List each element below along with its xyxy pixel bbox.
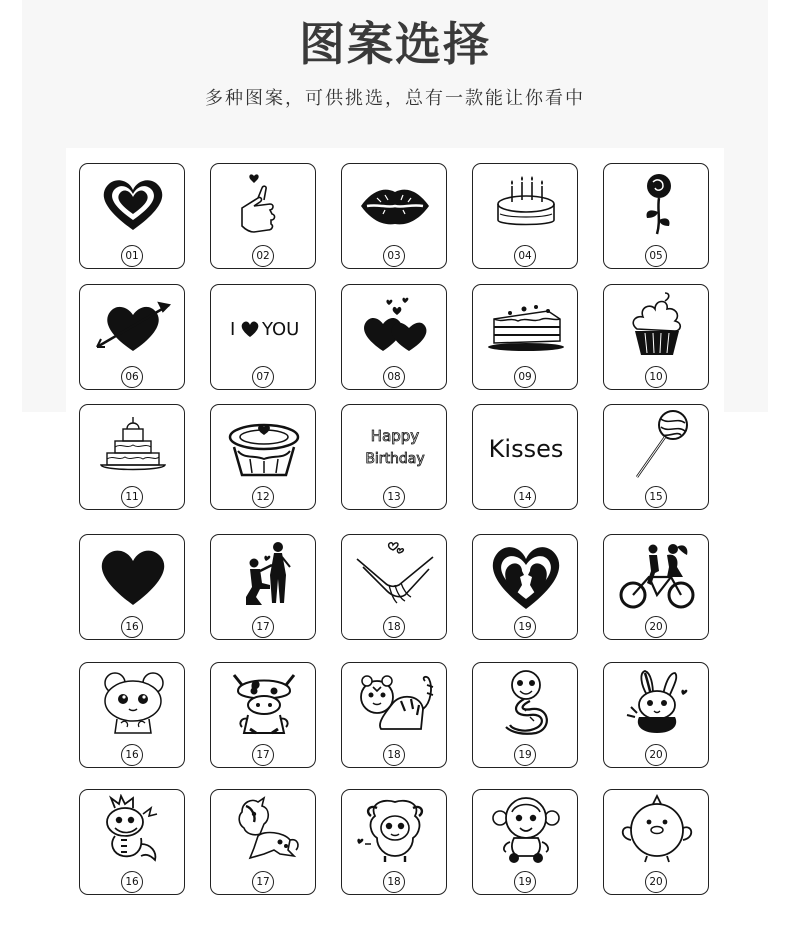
pattern-number: 13 (383, 486, 405, 508)
pattern-tile[interactable] (603, 163, 709, 269)
pattern-tile[interactable] (210, 789, 316, 895)
pattern-number: 03 (383, 245, 405, 267)
page-subtitle: 多种图案，可供挑选，总有一款能让你看中 (205, 88, 585, 109)
dragon-icon (93, 794, 173, 866)
happy-birthday-text-icon (355, 409, 435, 481)
rabbit-icon (617, 667, 697, 739)
kisses-text-icon (486, 409, 566, 481)
heart-arrow-icon (93, 289, 173, 361)
birthday-cake-candles-icon (486, 168, 566, 240)
couple-bicycle-icon (617, 539, 697, 611)
pattern-text: Kisses (488, 435, 564, 463)
pattern-number: 06 (121, 366, 143, 388)
svg-text:I: I (230, 319, 236, 340)
pattern-number: 04 (514, 245, 536, 267)
pattern-number: 19 (514, 744, 536, 766)
horse-icon (224, 794, 304, 866)
pattern-tile[interactable] (472, 404, 578, 510)
pattern-number: 15 (645, 486, 667, 508)
pattern-number: 01 (121, 245, 143, 267)
pattern-number: 18 (383, 744, 405, 766)
pattern-tile[interactable] (79, 284, 185, 390)
pattern-number: 05 (645, 245, 667, 267)
pattern-tile[interactable] (341, 404, 447, 510)
pattern-text: Happy (370, 427, 420, 445)
pattern-tile[interactable] (603, 789, 709, 895)
pattern-number: 16 (121, 744, 143, 766)
pattern-number: 17 (252, 871, 274, 893)
layer-cake-icon (486, 289, 566, 361)
solid-heart-icon (93, 539, 173, 611)
monkey-icon (486, 794, 566, 866)
pattern-number: 17 (252, 616, 274, 638)
pattern-number: 07 (252, 366, 274, 388)
pattern-tile[interactable] (79, 163, 185, 269)
pattern-number: 20 (645, 616, 667, 638)
pattern-tile[interactable] (603, 284, 709, 390)
pattern-tile[interactable] (603, 534, 709, 640)
pattern-tile[interactable] (341, 284, 447, 390)
pattern-text: YOU (262, 319, 300, 340)
pattern-number: 19 (514, 871, 536, 893)
pattern-number: 20 (645, 744, 667, 766)
pattern-tile[interactable] (341, 163, 447, 269)
pattern-tile[interactable] (210, 404, 316, 510)
pattern-tile[interactable] (341, 789, 447, 895)
cow-icon (224, 667, 304, 739)
kissing-couple-heart-icon (486, 539, 566, 611)
pattern-number: 14 (514, 486, 536, 508)
pattern-tile[interactable] (210, 662, 316, 768)
pattern-tile[interactable] (472, 534, 578, 640)
pattern-tile[interactable] (472, 662, 578, 768)
pattern-tile[interactable] (79, 662, 185, 768)
pattern-number: 20 (645, 871, 667, 893)
sheep-icon (355, 794, 435, 866)
holding-hands-icon (355, 539, 435, 611)
page-title: 图案选择 (299, 17, 491, 71)
cupcake-icon (617, 289, 697, 361)
pattern-text-2: Birthday (365, 451, 425, 467)
pattern-number: 12 (252, 486, 274, 508)
tiered-cake-icon (93, 409, 173, 481)
lollipop-icon (617, 409, 697, 481)
pattern-number: 10 (645, 366, 667, 388)
pattern-tile[interactable] (210, 534, 316, 640)
finger-heart-icon (224, 168, 304, 240)
pattern-number: 16 (121, 871, 143, 893)
pattern-number: 17 (252, 744, 274, 766)
pattern-number: 02 (252, 245, 274, 267)
pattern-tile[interactable] (79, 789, 185, 895)
pattern-tile[interactable] (79, 534, 185, 640)
pattern-number: 08 (383, 366, 405, 388)
lips-icon (355, 168, 435, 240)
proposal-couple-icon (224, 539, 304, 611)
pattern-tile[interactable] (472, 789, 578, 895)
hamster-icon (93, 667, 173, 739)
pattern-tile[interactable] (341, 534, 447, 640)
pattern-number: 19 (514, 616, 536, 638)
pattern-tile[interactable] (79, 404, 185, 510)
pattern-number: 11 (121, 486, 143, 508)
rose-icon (617, 168, 697, 240)
pattern-tile[interactable] (210, 163, 316, 269)
pattern-tile[interactable] (341, 662, 447, 768)
i-love-you-icon (224, 289, 304, 361)
snake-icon (486, 667, 566, 739)
chick-icon (617, 794, 697, 866)
pattern-tile[interactable] (472, 163, 578, 269)
hearts-icon (355, 289, 435, 361)
pattern-number: 16 (121, 616, 143, 638)
pattern-number: 09 (514, 366, 536, 388)
pattern-tile[interactable] (472, 284, 578, 390)
pattern-number: 18 (383, 871, 405, 893)
pattern-tile[interactable] (603, 662, 709, 768)
pattern-number: 18 (383, 616, 405, 638)
pattern-tile[interactable] (603, 404, 709, 510)
pattern-tile[interactable] (210, 284, 316, 390)
heart-cupcake-icon (224, 409, 304, 481)
heart-outline-icon (93, 168, 173, 240)
tiger-icon (355, 667, 435, 739)
